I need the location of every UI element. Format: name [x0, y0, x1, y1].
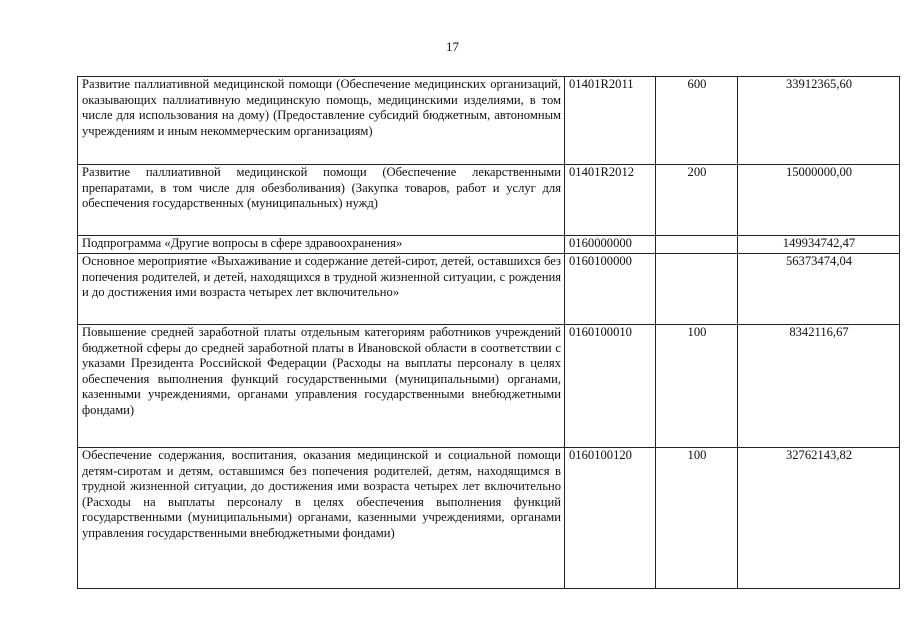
row-target-code: 0160100010 [565, 325, 656, 448]
table-row [78, 236, 900, 254]
row-amount: 149934742,47 [738, 236, 900, 254]
row-description: Подпрограмма «Другие вопросы в сфере здравоохранения» [78, 236, 565, 254]
row-expense-type: 100 [656, 448, 738, 589]
row-expense-type: 600 [656, 77, 738, 165]
page-number: 17 [446, 39, 459, 54]
table-row [78, 448, 900, 589]
row-target-code: 0160100000 [565, 254, 656, 325]
row-target-code: 0160000000 [565, 236, 656, 254]
row-expense-type: 200 [656, 165, 738, 236]
row-amount: 33912365,60 [738, 77, 900, 165]
row-target-code: 01401R2012 [565, 165, 656, 236]
row-description: Развитие паллиативной медицинской помощи (Обеспечение медицинских организаций, оказывающих паллиативную медицинскую помощь, медицинскими изделиями, в том числе для использования на дому) (Предоставление субсидий бюджетным, автономным учреждениям и иным некоммерческим организациям) [78, 77, 565, 165]
row-description: Развитие паллиативной медицинской помощи (Обеспечение лекарственными препаратами, в том числе для обезболивания) (Закупка товаров, работ и услуг для обеспечения государственных (муниципальных) нужд) [78, 165, 565, 236]
table-row [78, 165, 900, 236]
table-row [78, 254, 900, 325]
row-target-code: 0160100120 [565, 448, 656, 589]
table-row [78, 325, 900, 448]
budget-table [77, 76, 900, 589]
row-amount: 15000000,00 [738, 165, 900, 236]
row-description: Основное мероприятие «Выхаживание и содержание детей-сирот, детей, оставшихся без попечения родителей, и детей, находящихся в трудной жизненной ситуации, с рождения и до достижения ими возраста четырех лет включительно» [78, 254, 565, 325]
row-expense-type [656, 254, 738, 325]
row-expense-type [656, 236, 738, 254]
row-amount: 56373474,04 [738, 254, 900, 325]
table-row [78, 77, 900, 165]
row-amount: 32762143,82 [738, 448, 900, 589]
row-expense-type: 100 [656, 325, 738, 448]
row-description: Обеспечение содержания, воспитания, оказания медицинской и социальной помощи детям-сиротам и детям, оставшимся без попечения родителей, детям, находящимся в трудной жизненной ситуации, до достижения ими возраста четырех лет включительно (Расходы на выплаты персоналу в целях обеспечения выполнения функций государственными (муниципальными) органами, казенными учреждениями, органами управления государственными внебюджетными фондами) [78, 448, 565, 589]
row-target-code: 01401R2011 [565, 77, 656, 165]
row-amount: 8342116,67 [738, 325, 900, 448]
row-description: Повышение средней заработной платы отдельным категориям работников учреждений бюджетной сферы до средней заработной платы в Ивановской области в соответствии с указами Президента Российской Федерации (Расходы на выплаты персоналу в целях обеспечения выполнения функций государственными (муниципальными) органами, казенными учреждениями, органами управления государственными внебюджетными фондами) [78, 325, 565, 448]
